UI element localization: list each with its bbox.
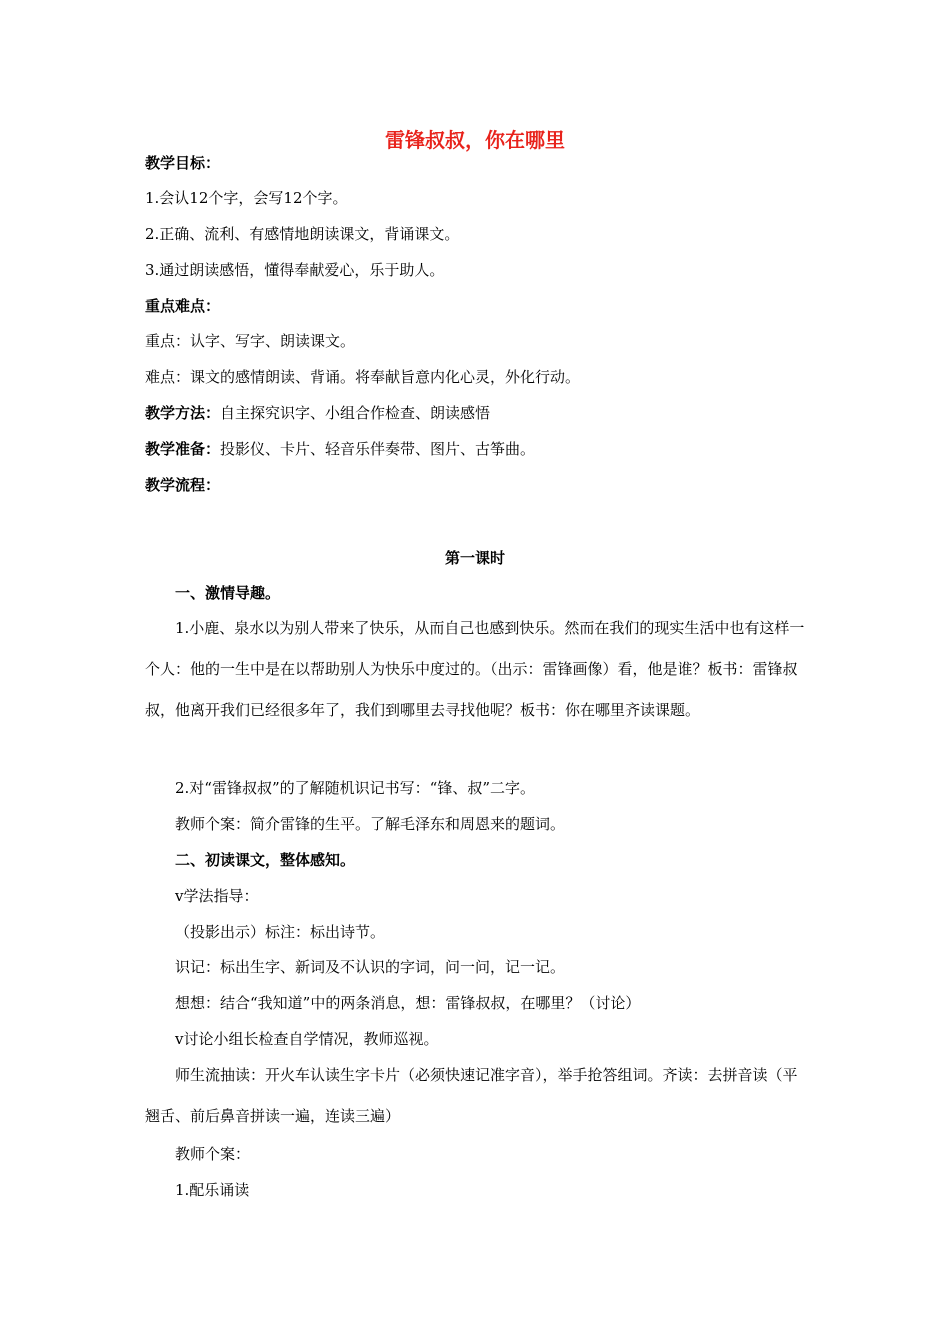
goals-heading: 教学目标：	[145, 154, 221, 172]
flow-heading: 教学流程：	[145, 476, 221, 494]
section2-line-1: v学法指导：	[175, 887, 259, 905]
section2-line-2: （投影出示）标注：标出诗节。	[175, 923, 386, 941]
section1-paragraph-1: 1.小鹿、泉水以为别人带来了快乐，从而自己也感到快乐。然而在我们的现实生活中也有这样一个人：他的一生中是在以帮助别人为快乐中度过的。（出示：雷锋画像）看，他是谁？板书：雷锋叔叔，他离开我们已经很多年了，我们到哪里去寻找他呢？板书：你在哪里齐读课题。	[145, 619, 805, 719]
document-title: 雷锋叔叔，你在哪里	[385, 128, 565, 152]
section2-line-3: 识记：标出生字、新词及不认识的字词，问一问，记一记。	[175, 958, 566, 976]
prep-row	[145, 439, 535, 459]
section2-line-5: v讨论小组长检查自学情况，教师巡视。	[175, 1030, 439, 1048]
section1-paragraph-2: 2.对“雷锋叔叔”的了解随机识记书写：“锋、叔”二字。	[175, 779, 535, 797]
section2-heading: 二、初读课文，整体感知。	[175, 851, 356, 869]
goal-item-2: 2.正确、流利、有感情地朗读课文，背诵课文。	[145, 225, 460, 243]
prep-text: 投影仪、卡片、轻音乐伴奏带、图片、古筝曲。	[220, 440, 536, 458]
key-point: 重点：认字、写字、朗读课文。	[145, 332, 356, 350]
section1-heading: 一、激情导趣。	[175, 584, 281, 602]
method-row	[145, 403, 490, 423]
goal-item-3: 3.通过朗读感悟，懂得奉献爱心，乐于助人。	[145, 261, 445, 279]
key-points-heading: 重点难点：	[145, 297, 221, 315]
lesson-title: 第一课时	[444, 549, 505, 567]
prep-label: 教学准备：	[145, 440, 221, 458]
method-label: 教学方法：	[145, 404, 221, 422]
goal-item-1: 1.会认12个字，会写12个字。	[145, 189, 348, 207]
difficult-point: 难点：课文的感情朗读、背诵。将奉献旨意内化心灵，外化行动。	[145, 368, 581, 386]
method-text: 自主探究识字、小组合作检查、朗读感悟	[220, 404, 491, 422]
section2-case-item: 1.配乐诵读	[175, 1181, 250, 1199]
section2-reading-paragraph: 师生流抽读：开火车认读生字卡片（必须快速记准字音），举手抢答组词。齐读：去拼音读（平翘舌、前后鼻音拼读一遍，连读三遍）	[145, 1066, 798, 1125]
section1-paragraph-3: 教师个案：简介雷锋的生平。了解毛泽东和周恩来的题词。	[175, 815, 566, 833]
section2-case-label: 教师个案：	[175, 1145, 251, 1163]
section2-line-4: 想想：结合“我知道”中的两条消息，想：雷锋叔叔，在哪里？（讨论）	[175, 994, 641, 1012]
